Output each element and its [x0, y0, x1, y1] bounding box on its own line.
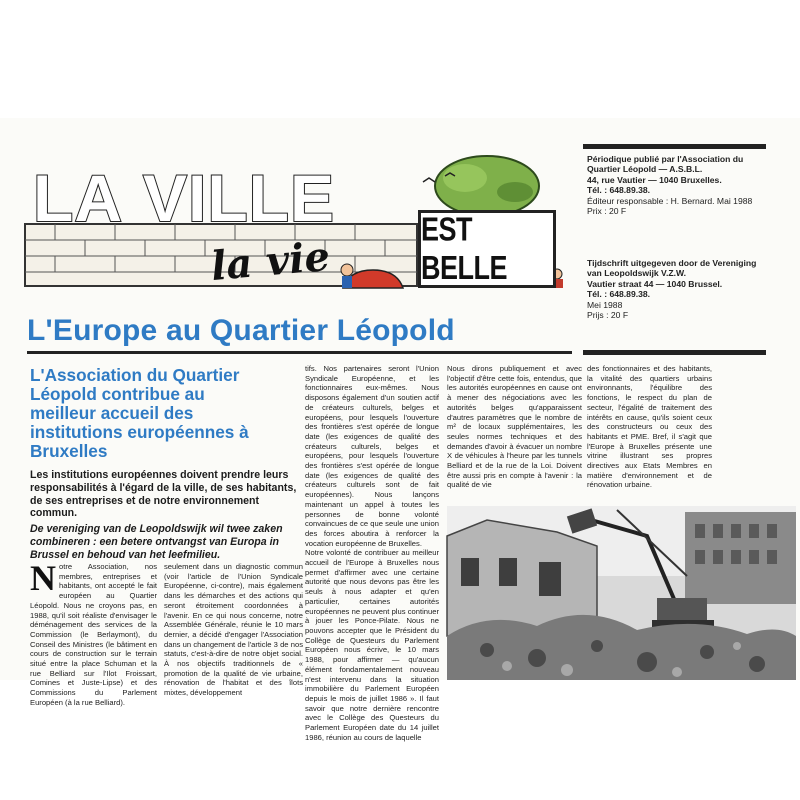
publisher-nl-line4: Mei 1988	[587, 299, 623, 310]
article-column-4	[447, 364, 582, 500]
page-title: L'Europe au Quartier Léopold	[27, 314, 455, 347]
publisher-info-fr	[587, 154, 762, 216]
masthead-word-la: LA	[33, 161, 123, 235]
sign-text: EST BELLE	[421, 210, 508, 287]
article-column-2	[164, 562, 303, 698]
demolition-photo	[447, 506, 796, 680]
article-column-3	[305, 364, 439, 742]
article-subheadline: L'Association du Quartier Léopold contribue au meilleur accueil des institutions européennes à Bruxelles	[30, 365, 249, 461]
publisher-fr-line1: Périodique publié par l'Association du Quartier Léopold — A.S.B.L.	[587, 154, 744, 175]
article-column-1	[30, 558, 157, 707]
publisher-nl-line5: Prijs : 20 F	[587, 310, 629, 321]
masthead-la-vie: la vie	[209, 232, 332, 291]
publisher-bottom-bar	[583, 350, 766, 355]
drop-cap: N	[30, 558, 56, 598]
publisher-fr-line3: Tél. : 648.89.38.	[587, 185, 651, 196]
newspaper-page	[0, 118, 800, 742]
column-3-text-p1: tifs. Nos partenaires seront l'Union Syndicale Européenne, et les fonctionnaires eux-mêmes. Nous disposons également d'un soutien actif de créateurs culturels, belges et européens, pour lesquels l'ouverture des frontières s'est opérée de longue date (les exigences de qualité des créateurs culturels, belges et européens, pour lesquels l'ouverture des frontières s'est opérée de longue date (les exigences de qualité des créateurs culturels sont de fait européennes). Nous lançons maintenant un appel à toutes les personnes de bonne volonté convaincues de ce que seule une union des forces aboutira à renforcer la vocation européenne de Bruxelles.	[305, 364, 439, 548]
column-3-text-p2: Notre volonté de contribuer au meilleur accueil de l'Europe à Bruxelles nous permet d'affirmer avec une certaine autorité que nous devons pas être les seuls à nous adapter et qu'en particulier, certaines autorités européennes ne peuvent plus continuer à jouer les Ponce-Pilate. Nous ne pouvons accepter que le Président du Collège de Questeurs du Parlement Européen nous écrive, le 10 mars 1988, pour affirmer — qu'aucun élément fondamentalement nouveau n'est intervenu dans la situation immobilière du Parlement Européen depuis le mois de juillet 1986 ». Il faut savoir que notre dernière rencontre avec le Collège des Questeurs du Parlement Européen date du 14 juillet 1986, réunion au cours de laquelle	[305, 548, 439, 742]
publisher-nl-line2: Vautier straat 44 — 1040 Brussel.	[587, 278, 723, 289]
headline-rule	[27, 351, 572, 354]
publisher-top-bar	[583, 144, 766, 149]
lead-paragraph-fr: Les institutions européennes doivent prendre leurs responsabilités à l'égard de la ville, de ses habitants, de ses entreprises et de notre environnement commun.	[30, 469, 297, 520]
article-column-5	[587, 364, 712, 500]
publisher-info-nl	[587, 258, 762, 320]
publisher-fr-line2: 44, rue Vautier — 1040 Bruxelles.	[587, 174, 722, 185]
est-belle-sign	[418, 210, 556, 288]
column-1-text: otre Association, nos membres, entreprises et habitants, ont accepté le fait européen au Quartier Léopold. Nous ne croyons pas, en 1988, qu'il soit réaliste d'envisager le déménagement des services de la Commission (le Berlaymont), du Conseil des Ministres (le bâtiment en cours de construction sur le terrain situé entre la place Schuman et la rue Belliard sur l'Ilot Froissart, Comines et Juste-Lipse) et des Commissions du Parlement Européen (à la rue Belliard).	[30, 562, 157, 707]
masthead	[25, 146, 575, 291]
publisher-nl-line1: Tijdschrift uitgegeven door de Vereniging van Leopoldswijk V.Z.W.	[587, 258, 757, 279]
demolition-photo-image	[447, 506, 796, 680]
masthead-word-ville: VILLE	[143, 161, 336, 235]
publisher-fr-line5: Prix : 20 F	[587, 206, 627, 217]
column-2-text: seulement dans un diagnostic commun (voir l'article de l'Union Syndicale Européenne, ci-contre), mais également dans les démarches et des actions qui seront étroitement coordonnées à l'avenir. En ce qui nous concerne, notre Assemblée Générale, réunie le 10 mars dernier, a décidé d'engager l'Association dans un changement de l'article 3 de nos statuts, c'est-à-dire de notre objet social. À nos objectifs traditionnels de « promotion de la qualité de vie urbaine, rénovation de l'habitat et des îlots mixtes, développement	[164, 562, 303, 698]
lead-paragraph-nl: De vereniging van de Leopoldswijk wil twee zaken combineren : een betere ontvangst van Europa in Brussel en behoud van het leefmilieu.	[30, 523, 283, 561]
publisher-nl-line3: Tél. : 648.89.38.	[587, 289, 651, 300]
column-4-text: Nous dirons publiquement et avec l'objectif d'être cette fois, entendus, que les autorités européennes en cause ont à mener des négociations avec les autorités belges qu'apparaissent d'autres paramètres que le nombre de m² de locaux supplémentaires, les seules normes techniques et des demandes d'avoir à évacuer un nombre X de véhicules à l'heure par les tunnels Belliard et de la rue de la Loi. Doivent être aussi pris en compte à l'avenir : la qualité de vie	[447, 364, 582, 490]
column-5-text: des fonctionnaires et des habitants, la vitalité des quartiers urbains environnants, l'équilibre des fonctions, le respect du plan de secteur, l'égalité de traitement des intérêts en cause, qu'ils soient ceux des constructeurs ou ceux des habitants et PME. Bref, il s'agit que l'Europe à Bruxelles présente une vitrine illustrant ses propres directives aux Etats Membres en matière d'environnement et de rénovation urbaine.	[587, 364, 712, 490]
publisher-fr-line4: Éditeur responsable : H. Bernard. Mai 1988	[587, 195, 753, 206]
